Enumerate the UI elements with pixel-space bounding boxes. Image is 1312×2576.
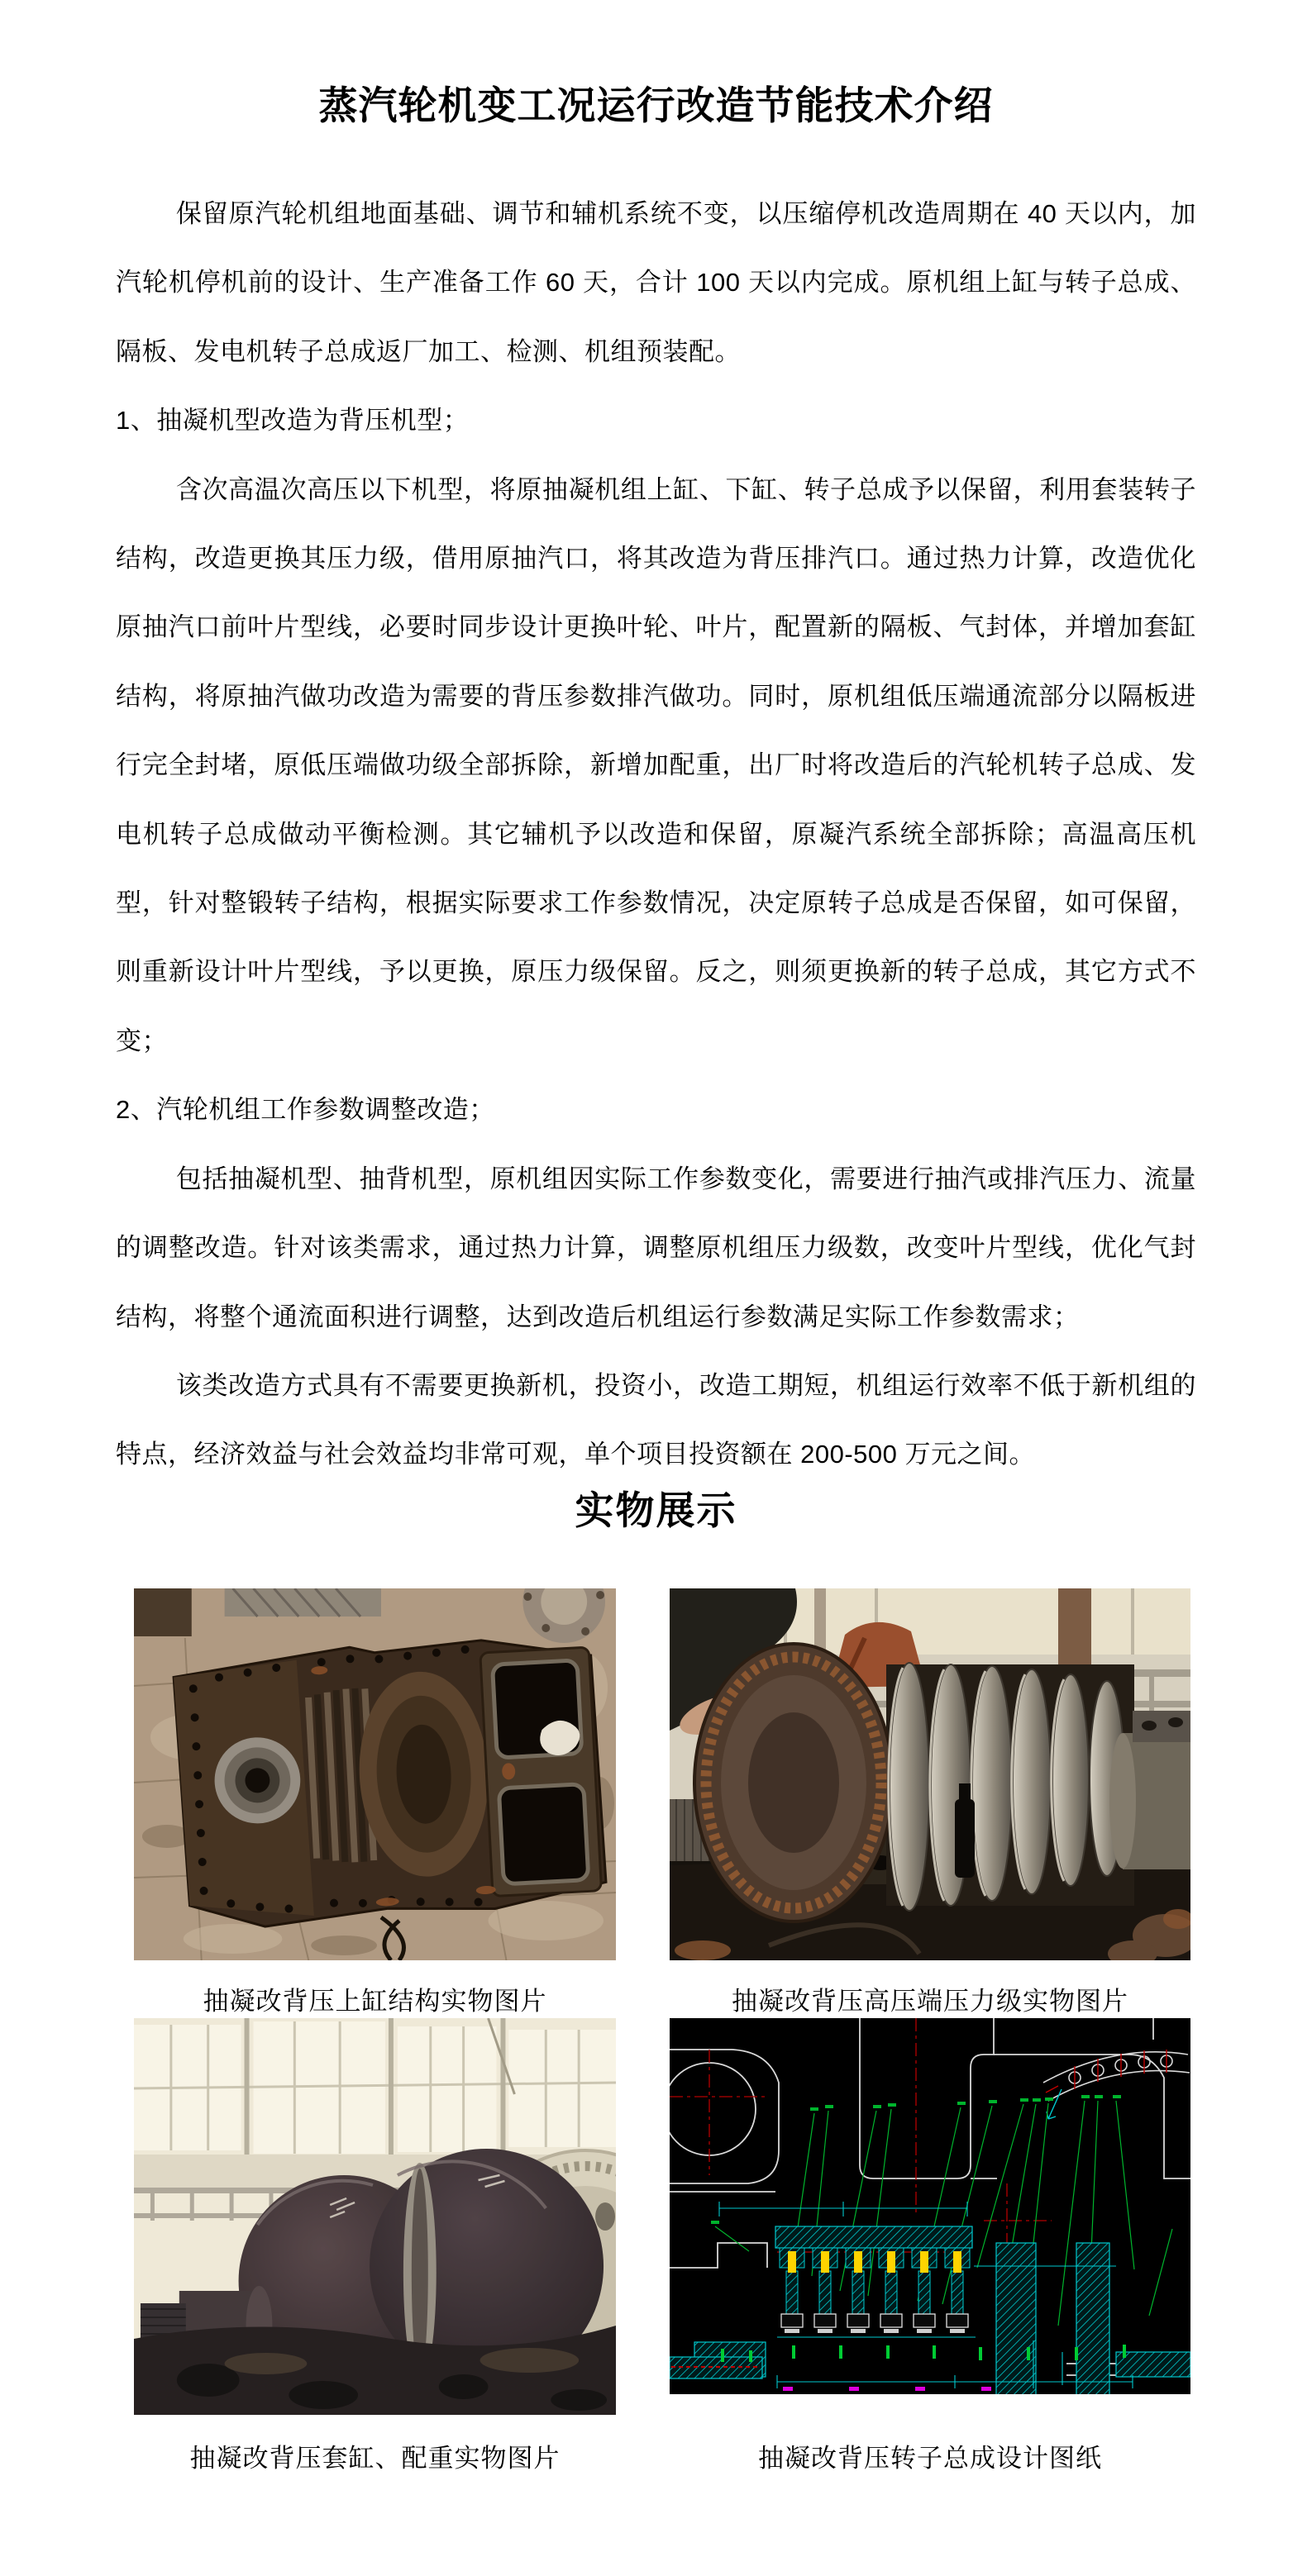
photo-caption-upper-casing: 抽凝改背压上缸结构实物图片: [203, 1986, 547, 2016]
gallery-figure-hp-stages: [670, 1588, 1190, 2018]
photo-upper-casing-art: [134, 1588, 616, 1960]
list-item-1: 1、抽凝机型改造为背压机型；: [116, 406, 470, 436]
body-text: [116, 179, 1196, 1489]
gallery-figure-upper-casing: [134, 1588, 616, 2018]
gallery-figure-sleeve-cylinder: [134, 2018, 616, 2475]
photo-caption-sleeve-cylinder: 抽凝改背压套缸、配重实物图片: [189, 2443, 561, 2473]
photo-hp-pressure-stages: [670, 1588, 1190, 1960]
gallery-figure-cad-drawing: [670, 2018, 1190, 2475]
paragraph-backpressure: 含次高温次高压以下机型，将原抽凝机组上缸、下缸、转子总成予以保留，利用套装转子结构，改造更换其压力级，借用原抽汽口，将其改造为背压排汽口。通过热力计算，改造优化原抽汽口前叶片型线，必要时同步设计更换叶轮、叶片，配置新的隔板、气封体，并增加套缸结构，将原抽汽做功改造为需要的背压参数排汽做功。同时，原机组低压端通流部分以隔板进行完全封堵，原低压端做功级全部拆除，新增加配重，出厂时将改造后的汽轮机转子总成、发电机转子总成做动平衡检测。其它辅机予以改造和保留，原凝汽系统全部拆除；高温高压机型，针对整锻转子结构，根据实际要求工作参数情况，决定原转子总成是否保留，如可保留，则重新设计叶片型线，予以更换，原压力级保留。反之，则须更换新的转子总成，其它方式不变；: [116, 474, 1196, 1055]
photo-upper-casing: [134, 1588, 616, 1960]
paragraph-benefits: 该类改造方式具有不需要更换新机，投资小，改造工期短，机组运行效率不低于新机组的特点，经济效益与社会效益均非常可观，单个项目投资额在 200-500 万元之间。: [116, 1370, 1196, 1469]
photo-sleeve-cylinder-counterweight: [134, 2018, 616, 2415]
photo-caption-cad-drawing: 抽凝改背压转子总成设计图纸: [758, 2443, 1102, 2473]
paragraph-parameter-adjust: 包括抽凝机型、抽背机型，原机组因实际工作参数变化，需要进行抽汽或排汽压力、流量的调整改造。针对该类需求，通过热力计算，调整原机组压力级数，改变叶片型线，优化气封结构，将整个通流面积进行调整，达到改造后机组运行参数满足实际工作参数需求；: [116, 1164, 1196, 1331]
paragraph-intro: 保留原汽轮机组地面基础、调节和辅机系统不变，以压缩停机改造周期在 40 天以内，加汽轮机停机前的设计、生产准备工作 60 天，合计 100 天以内完成。原机组上缸与转子总成、隔板、发电机转子总成返厂加工、检测、机组预装配。: [116, 199, 1196, 366]
photo-hp-stages-art: [670, 1588, 1190, 1960]
photo-gallery: [116, 1588, 1196, 2475]
cad-drawing-art: [670, 2018, 1190, 2394]
photo-sleeve-cylinder-art: [134, 2018, 616, 2415]
page-title: 蒸汽轮机变工况运行改造节能技术介绍: [318, 83, 994, 127]
cad-rotor-assembly-drawing: [670, 2018, 1190, 2394]
photo-caption-hp-stages: 抽凝改背压高压端压力级实物图片: [732, 1986, 1128, 2016]
list-item-2: 2、汽轮机组工作参数调整改造；: [116, 1095, 495, 1125]
gallery-heading: 实物展示: [575, 1488, 737, 1532]
